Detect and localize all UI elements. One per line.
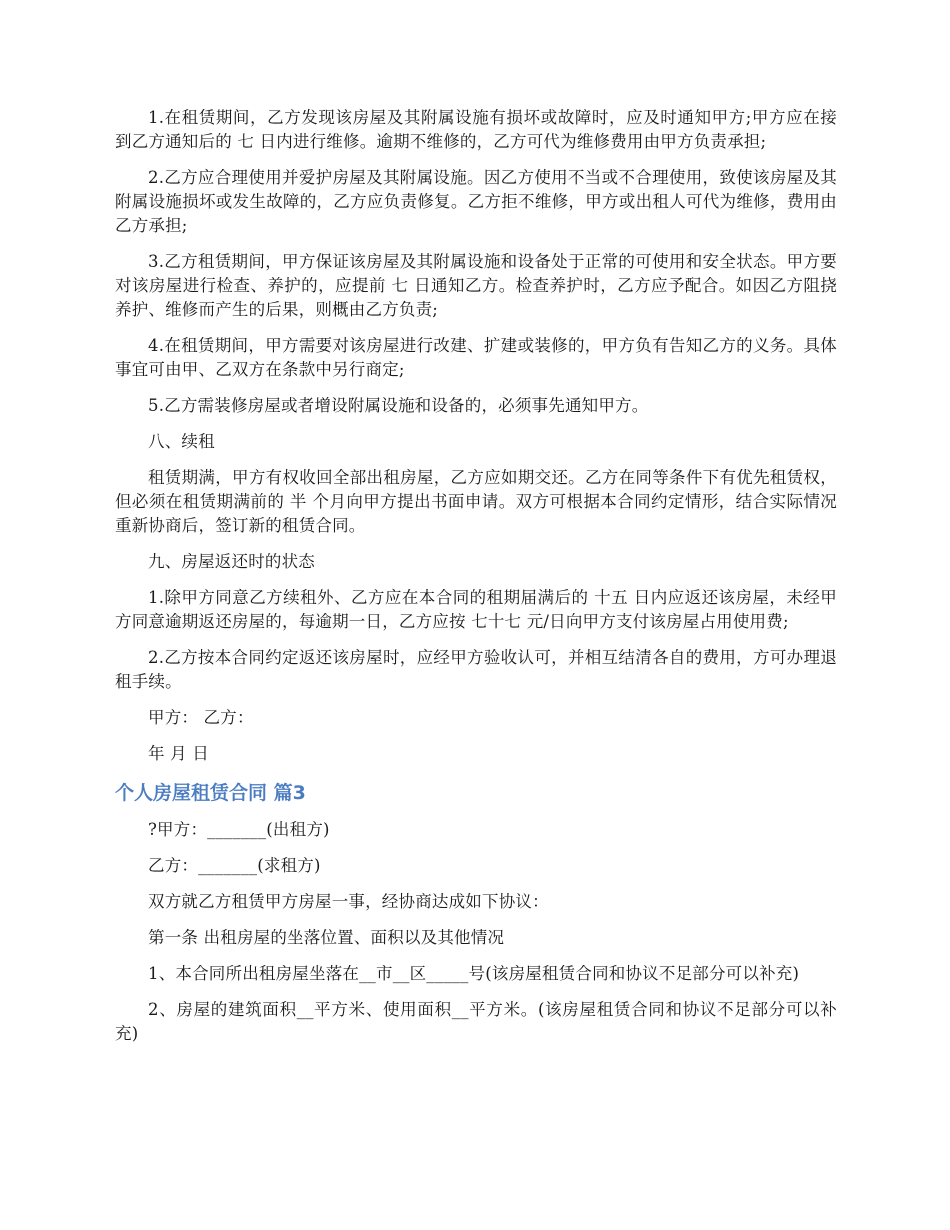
article-1-item-2: 2、房屋的建筑面积__平方米、使用面积__平方米。(该房屋租赁合同和协议不足部分可以补充) xyxy=(115,1000,837,1043)
clause-7-1: 1.在租赁期间，乙方发现该房屋及其附属设施有损坏或故障时，应及时通知甲方;甲方应在接到乙方通知后的 七 日内进行维修。逾期不维修的，乙方可代为维修费用由甲方负责承担; xyxy=(115,108,837,151)
party-b-line: 乙方：_______(求租方) xyxy=(148,856,321,875)
contract-heading: 个人房屋租赁合同 篇3 xyxy=(115,782,306,804)
party-a-line: ?甲方：_______(出租方) xyxy=(148,820,330,839)
article-1-item-1: 1、本合同所出租房屋坐落在__市__区_____号(该房屋租赁合同和协议不足部分可以补充) xyxy=(148,964,800,983)
document-page xyxy=(115,106,837,1058)
clause-7-3: 3.乙方租赁期间，甲方保证该房屋及其附属设施和设备处于正常的可使用和安全状态。甲方要对该房屋进行检查、养护的，应提前 七 日通知乙方。检查养护时，乙方应予配合。如因乙方阻挠养护、维修而产生的后果，则概由乙方负责; xyxy=(115,252,837,319)
section-8-body: 租赁期满，甲方有权收回全部出租房屋，乙方应如期交还。乙方在同等条件下有优先租赁权，但必须在租赁期满前的 半 个月向甲方提出书面申请。双方可根据本合同约定情形，结合实际情况重新协商后，签订新的租赁合同。 xyxy=(115,468,837,535)
article-1-title: 第一条 出租房屋的坐落位置、面积以及其他情况 xyxy=(148,928,505,947)
clause-9-2: 2.乙方按本合同约定返还该房屋时，应经甲方验收认可，并相互结清各自的费用，方可办理退租手续。 xyxy=(115,648,837,691)
date-line: 年 月 日 xyxy=(148,744,209,763)
signature-line: 甲方： 乙方： xyxy=(148,708,254,727)
section-9-title: 九、房屋返还时的状态 xyxy=(148,552,315,571)
clause-7-5: 5.乙方需装修房屋或者增设附属设施和设备的，必须事先通知甲方。 xyxy=(148,396,649,415)
agreement-intro: 双方就乙方租赁甲方房屋一事，经协商达成如下协议： xyxy=(148,892,549,911)
clause-9-1: 1.除甲方同意乙方续租外、乙方应在本合同的租期届满后的 十五 日内应返还该房屋，未经甲方同意逾期返还房屋的，每逾期一日，乙方应按 七十七 元/日向甲方支付该房屋占用使用费; xyxy=(115,588,837,631)
clause-7-4: 4.在租赁期间，甲方需要对该房屋进行改建、扩建或装修的，甲方负有告知乙方的义务。具体事宜可由甲、乙双方在条款中另行商定; xyxy=(115,336,837,379)
clause-7-2: 2.乙方应合理使用并爱护房屋及其附属设施。因乙方使用不当或不合理使用，致使该房屋及其附属设施损坏或发生故障的，乙方应负责修复。乙方拒不维修，甲方或出租人可代为维修，费用由乙方承担; xyxy=(115,168,837,235)
section-8-title: 八、续租 xyxy=(148,432,215,451)
